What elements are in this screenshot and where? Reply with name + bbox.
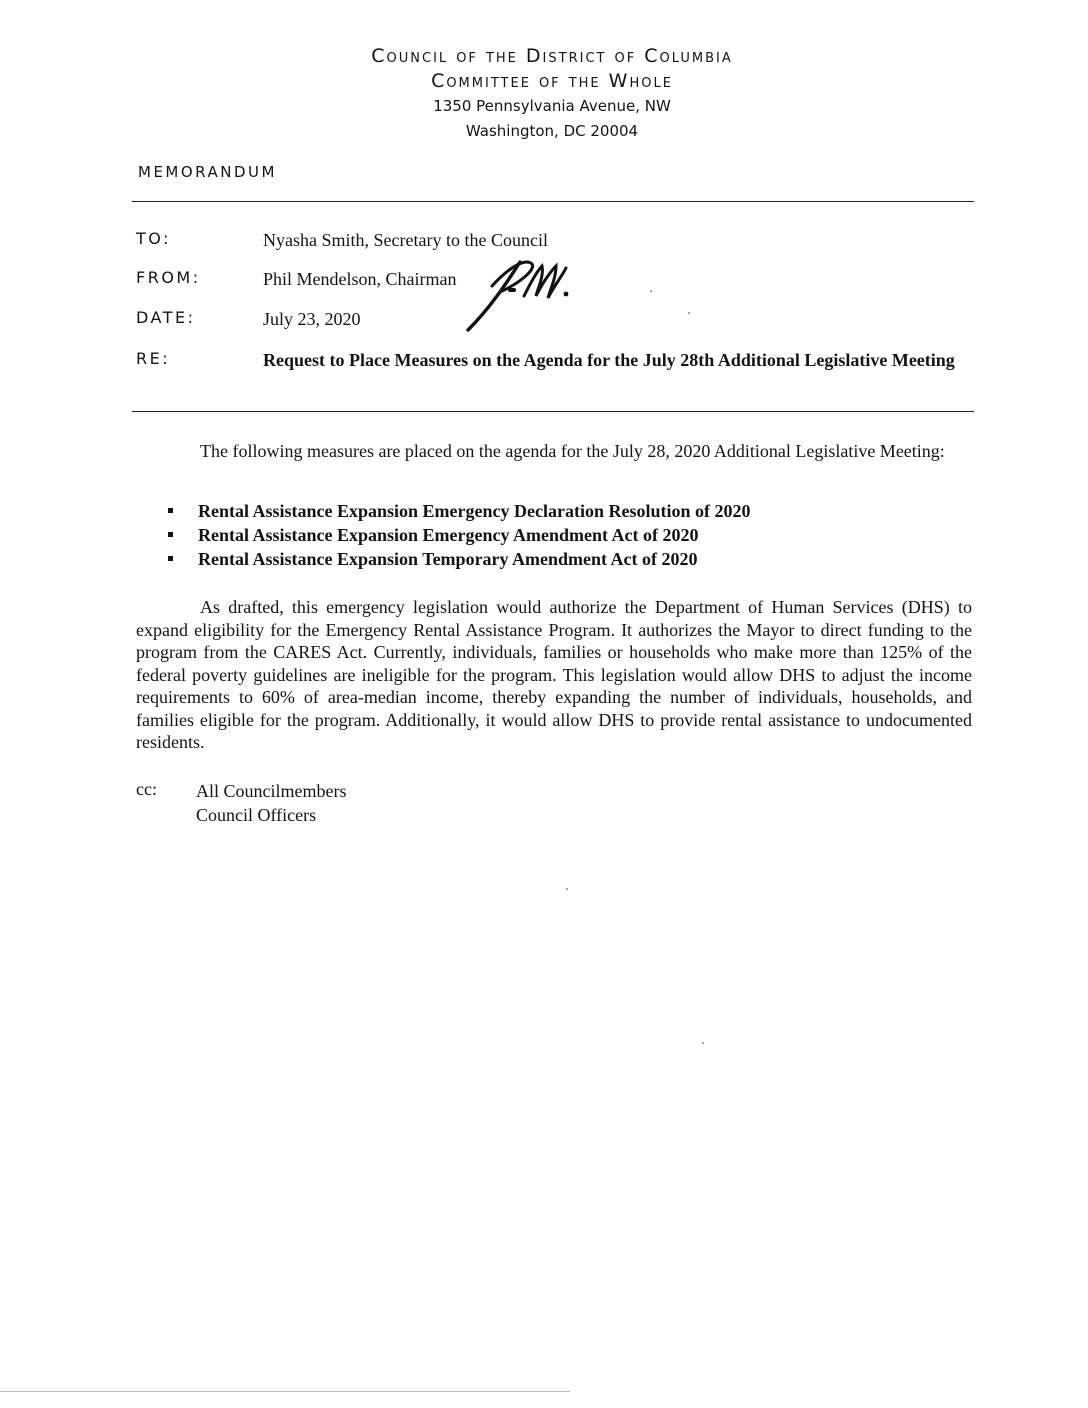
scan-speck [566,888,568,890]
intro-paragraph: The following measures are placed on the agenda for the July 28, 2020 Additional Legislative Meeting: [200,441,945,461]
measure-title: Rental Assistance Expansion Emergency Declaration Resolution of 2020 [198,501,751,521]
memorandum-label: MEMORANDUM [138,163,277,181]
cc-label: cc: [136,779,157,799]
re-value: Request to Place Measures on the Agenda for the July 28th Additional Legislative Meeting [263,350,955,370]
letterhead-council: Council of the District of Columbia [371,45,733,67]
letterhead-committee: Committee of the Whole [431,70,673,92]
date-value: July 23, 2020 [263,309,361,329]
body-paragraph: As drafted, this emergency legislation would authorize the Department of Human Services (DHS) to expand eligibility for the Emergency Rental Assistance Program. It authorizes the Mayor to direct funding to the program from the CARES Act. Currently, individuals, families or households who make more than 125% of the federal poverty guidelines are ineligible for the program. This legislation would allow DHS to adjust the income requirements to 60% of area-median income, thereby expanding the number of individuals, households, and families eligible for the program. Additionally, it would allow DHS to provide rental assistance to undocumented residents. [136,597,972,752]
to-label: TO: [136,229,171,248]
cc-recipients [196,779,346,827]
letterhead-address-street: 1350 Pennsylvania Avenue, NW [433,97,671,115]
list-item [168,499,751,523]
measure-title: Rental Assistance Expansion Emergency Amendment Act of 2020 [198,525,699,545]
bullet-square-icon [168,532,173,537]
scan-edge-line [0,1391,570,1392]
scan-speck [650,290,652,292]
to-value: Nyasha Smith, Secretary to the Council [263,230,548,250]
chairman-signature [462,244,602,334]
from-label: FROM: [136,268,201,287]
measure-title: Rental Assistance Expansion Temporary Amendment Act of 2020 [198,549,698,569]
date-label: DATE: [136,308,196,327]
list-item [168,523,751,547]
bullet-square-icon [168,508,173,513]
cc-recipient: Council Officers [196,805,317,825]
header-bottom-rule [132,411,974,412]
scan-speck [702,1042,704,1044]
letterhead-address-city: Washington, DC 20004 [465,122,639,140]
measures-list [168,499,751,571]
bullet-square-icon [168,556,173,561]
re-label: RE: [136,349,171,368]
header-top-rule [132,201,974,202]
from-value: Phil Mendelson, Chairman [263,269,457,289]
cc-recipient: All Councilmembers [196,781,347,801]
letterhead [0,44,1088,144]
list-item [168,547,751,571]
scan-speck [688,312,690,314]
